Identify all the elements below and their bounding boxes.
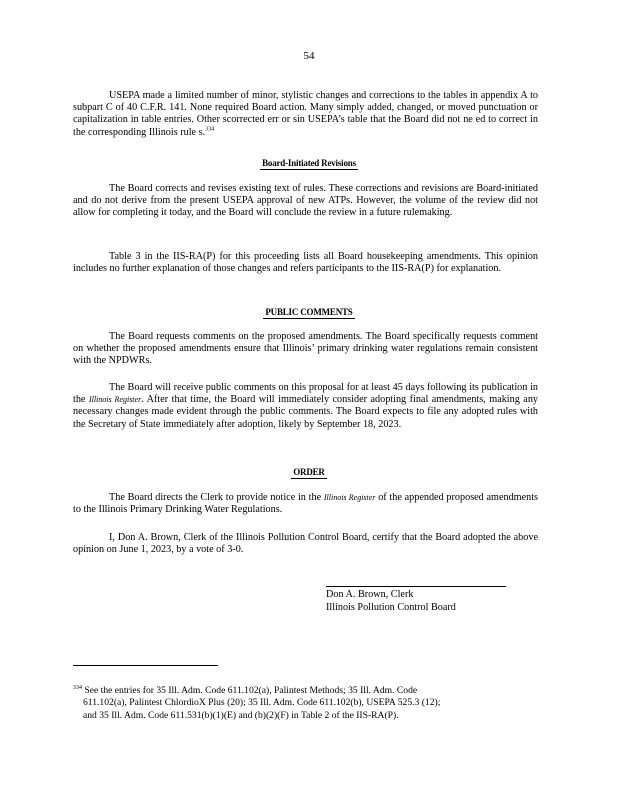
paragraph-table-3-text: Table 3 in the IIS-RA(P) for this proceeding lists all Board housekeeping amendments. This opinion includes no further explanation of those changes and refers participants to the IIS-RA(P) for explanation. bbox=[73, 251, 538, 275]
illinois-register-italic-2: Illinois Register bbox=[323, 493, 376, 502]
signature-name: Don A. Brown, Clerk bbox=[326, 589, 414, 600]
paragraph-board-corrections-text: The Board corrects and revises existing text of rules. These corrections and revisions are Board-initiated and do not derive from the present USEPA approval of new ATPs. However, the volume of the review did not allow for completing it today, and the Board will conclude the review in a future rulemaking. bbox=[73, 183, 538, 219]
paragraph-receive-comments: The Board will receive public comments on this proposal for at least 45 days following its publication in the Illinois Register. After that time, the Board will immediately consider adopting final amendments, making any necessary changes made evident through the public comments. The Board expects to file any adopted rules with the Secretary of State immediately after adoption, likely by September 18, 2023. bbox=[73, 382, 539, 430]
page-number: 54 bbox=[303, 50, 315, 62]
heading-order: ORDER bbox=[293, 467, 325, 477]
paragraph-request-comments-text: The Board requests comments on the proposed amendments. The Board specifically requests comment on whether the proposed amendments ensure that Illinois’ primary drinking water regulations remain consistent with the NPDWRs. bbox=[73, 331, 538, 367]
paragraph-certification bbox=[73, 532, 538, 556]
footnote-separator bbox=[73, 665, 218, 666]
paragraph-table-changes-text: USEPA made a limited number of minor, stylistic changes and corrections to the tables in appendix A to subpart C of 40 C.F.R. 141. None required Board action. Many simply added, changed, or moved punctuation or capitalization in table entries. Other scorrected err or sin USEPA’s table that the Board did not ne ed to correct in the corresponding Illinois rule s. bbox=[73, 90, 538, 138]
paragraph-table-3 bbox=[73, 251, 538, 275]
footnote-334: $^{334}$ See the entries for 35 Ill. Adm. Code 611.102(a), Palintest Methods; 35 Ill. Adm. Code 611.102(a), Palintest ChlordioX Plus (20); 35 Ill. Adm. Code 611.102(b), USEPA 525.3 (12); and 35 Ill. Adm. Code 611.531(b)(1)(E) and (b)(2)(F) in Table 2 of the IIS-RA(P). bbox=[73, 684, 441, 721]
paragraph-clerk-notice: The Board directs the Clerk to provide notice in the Illinois Register of the appended proposed amendments to the Illinois Primary Drinking Water Regulations. bbox=[73, 492, 539, 516]
heading-board-initiated-revisions: Board-Initiated Revisions bbox=[262, 158, 356, 168]
footnote-number: 334 bbox=[73, 684, 82, 691]
heading-public-comments: PUBLIC COMMENTS bbox=[265, 307, 353, 317]
signature-block bbox=[326, 589, 456, 614]
paragraph-board-corrections bbox=[73, 183, 538, 220]
paragraph-certification-text: I, Don A. Brown, Clerk of the Illinois Pollution Control Board, certify that the Board adopted the above opinion on June 1, 2023, by a vote of 3-0. bbox=[73, 532, 538, 556]
illinois-register-italic: Illinois Register bbox=[88, 395, 142, 405]
footnote-ref-334: 334 bbox=[205, 126, 215, 133]
paragraph-table-changes bbox=[73, 90, 538, 139]
signature-org: Illinois Pollution Control Board bbox=[326, 601, 456, 613]
paragraph-request-comments bbox=[73, 331, 538, 368]
signature-line bbox=[326, 586, 506, 587]
